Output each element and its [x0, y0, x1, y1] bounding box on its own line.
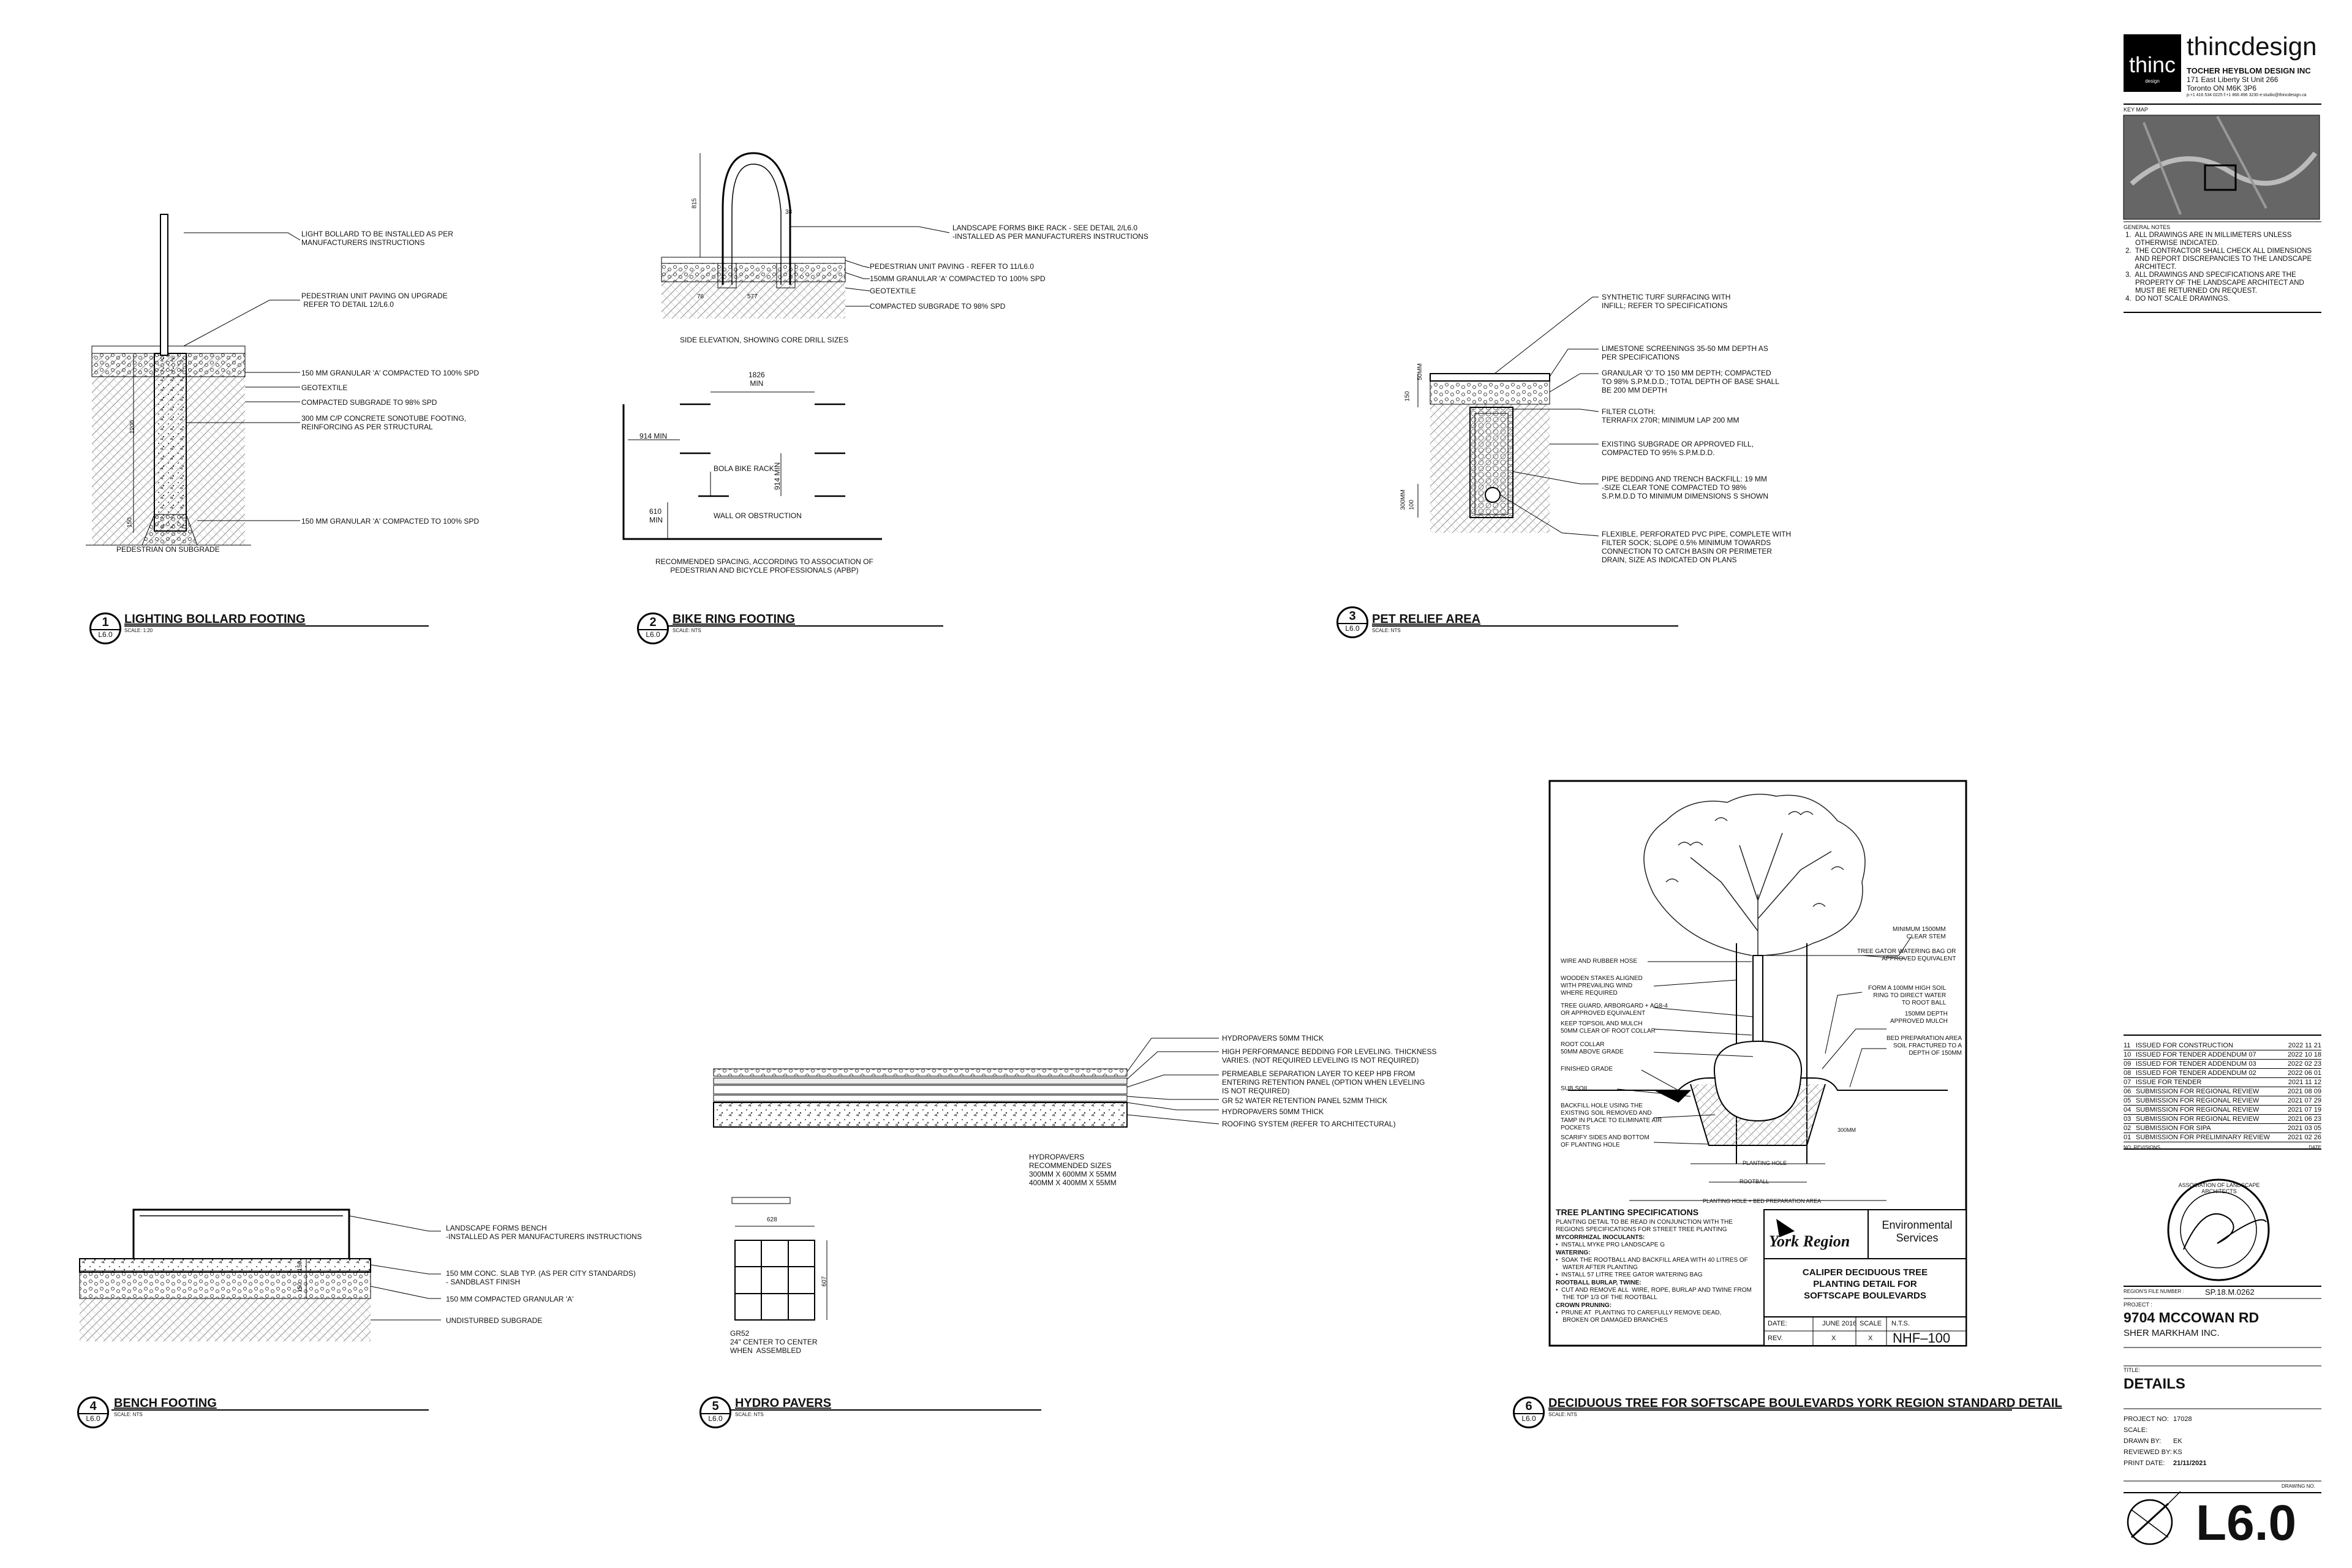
d1-num: 1: [102, 616, 109, 629]
rev-date: 2021 03 05: [2287, 1125, 2321, 1132]
revision-row: [2124, 1106, 2321, 1115]
rev-no: 04: [2124, 1106, 2132, 1114]
d4-dim-1: 150: [296, 1261, 304, 1272]
d6-env-services: Environmental Services: [1882, 1219, 1953, 1244]
d2-note-4: GEOTEXTILE: [870, 287, 916, 295]
revision-table: [2124, 1041, 2321, 1150]
d6-right-5: BED PREPARATION AREA SOIL FRACTURED TO A DEPTH OF 150MM: [1887, 1035, 1962, 1057]
rev-desc: SUBMISSION FOR REGIONAL REVIEW: [2136, 1106, 2260, 1114]
d2-bubble: [637, 612, 669, 644]
d5-note-5: HYDROPAVERS 50MM THICK: [1222, 1107, 1324, 1116]
d2-note-3: 150MM GRANULAR 'A' COMPACTED TO 100% SPD: [870, 274, 1046, 283]
d2-dim-w: 38: [785, 209, 793, 216]
rev-date: 2021 08 09: [2287, 1088, 2321, 1095]
d1-note-3: 150 MM GRANULAR 'A' COMPACTED TO 100% SPD: [301, 369, 479, 377]
rev-no: 05: [2124, 1097, 2132, 1104]
d6-spec-line: THE TOP 1/3 OF THE ROOTBALL: [1556, 1294, 1657, 1301]
d3-note-5: EXISTING SUBGRADE OR APPROVED FILL, COMPACTED TO 95% S.P.M.D.D.: [1602, 440, 1754, 457]
d6-spec-title: TREE PLANTING SPECIFICATIONS: [1556, 1207, 1699, 1217]
rev-date: 2022 11 21: [2288, 1042, 2321, 1049]
d5-gr-caption: GR52 24" CENTER TO CENTER WHEN ASSEMBLED: [730, 1329, 818, 1355]
rev-date: 2021 02 26: [2287, 1134, 2321, 1141]
d4-ref: L6.0: [79, 1413, 107, 1423]
york-region-logo: York Region: [1769, 1232, 1850, 1250]
rev-desc: SUBMISSION FOR REGIONAL REVIEW: [2136, 1097, 2260, 1104]
project-label: PROJECT :: [2124, 1302, 2152, 1308]
d4-num: 4: [89, 1400, 97, 1413]
scale-label: SCALE:: [2124, 1427, 2148, 1434]
d1-note-7: 150 MM GRANULAR 'A' COMPACTED TO 100% SPD: [301, 517, 479, 526]
d5-scale: SCALE: NTS: [735, 1412, 764, 1417]
d6-scale-label: SCALE: [1860, 1320, 1882, 1327]
d6-dim-side: 300MM: [1838, 1127, 1856, 1133]
d5-bubble: [699, 1396, 731, 1428]
d6-left-2: WOODEN STAKES ALIGNED WITH PREVAILING WIND WHERE REQUIRED: [1561, 975, 1643, 997]
d2-plan-dim: 1826 MIN: [748, 371, 765, 388]
d6-right-2: TREE GATOR WATERING BAG OR APPROVED EQUIVALENT: [1857, 948, 1956, 962]
d1-note-6: 300 MM C/P CONCRETE SONOTUBE FOOTING, REINFORCING AS PER STRUCTURAL: [301, 414, 467, 431]
rev-no: 10: [2124, 1051, 2132, 1058]
rev-date: 2022 02 23: [2287, 1060, 2321, 1068]
d6-spec-line: • INSTALL MYKE PRO LANDSCAPE G: [1556, 1242, 1665, 1248]
d6-rev-x2: X: [1868, 1335, 1873, 1342]
sheet-title-label: TITLE:: [2124, 1367, 2141, 1373]
d5-note-6: ROOFING SYSTEM (REFER TO ARCHITECTURAL): [1222, 1120, 1396, 1128]
revision-footer: [2124, 1145, 2321, 1150]
d1-ref: L6.0: [91, 629, 119, 639]
d2-plan-914b: 914 MIN: [773, 462, 782, 490]
d4-bubble: [77, 1396, 109, 1428]
d2-plan-rack: BOLA BIKE RACK: [714, 464, 774, 473]
d1-caption: PEDESTRIAN ON SUBGRADE: [116, 545, 220, 554]
d2-num: 2: [649, 616, 657, 629]
d6-spec-line: • SOAK THE ROOTBALL AND BACKFILL AREA WITH 40 LITRES OF: [1556, 1257, 1748, 1264]
region-file-label: REGION'S FILE NUMBER :: [2124, 1289, 2184, 1294]
d2-plan-914: 914 MIN: [639, 432, 668, 440]
d2-title: BIKE RING FOOTING: [673, 612, 795, 626]
general-notes: [2125, 232, 2312, 303]
d6-spec-line: ROOTBALL BURLAP, TWINE:: [1556, 1280, 1642, 1286]
d5-note-1: HYDROPAVERS 50MM THICK: [1222, 1034, 1324, 1042]
d2-plan-caption: RECOMMENDED SPACING, ACCORDING TO ASSOCIATION OF PEDESTRIAN AND BICYCLE PROFESSIONALS (APBP): [655, 557, 873, 575]
d6-scale-val: N.T.S.: [1891, 1320, 1910, 1327]
d3-note-6: PIPE BEDDING AND TRENCH BACKFILL: 19 MM -SIZE CLEAR TONE COMPACTED TO 98% S.P.M.D.D TO MINIMUM DIMENSIONS S SHOWN: [1602, 475, 1769, 500]
detail-3-drawing: [1418, 297, 1599, 536]
revision-row: [2124, 1050, 2321, 1060]
project-client: SHER MARKHAM INC.: [2124, 1328, 2220, 1338]
revision-row: [2124, 1096, 2321, 1106]
revision-row: [2124, 1124, 2321, 1133]
general-note: 3. ALL DRAWINGS AND SPECIFICATIONS ARE THE PROPERTY OF THE LANDSCAPE ARCHITECT AND MUST BE RETURNED ON REQUEST.: [2125, 271, 2304, 295]
d2-note-2: PEDESTRIAN UNIT PAVING - REFER TO 11/L6.0: [870, 262, 1035, 271]
d5-title: HYDRO PAVERS: [735, 1396, 832, 1410]
rev-desc: ISSUED FOR TENDER ADDENDUM 07: [2136, 1051, 2256, 1058]
project-no: 17028: [2173, 1415, 2192, 1423]
rev-date: 2021 11 12: [2288, 1079, 2321, 1086]
d3-dim-1: 150: [1404, 391, 1411, 402]
d6-spec-line: WATERING:: [1556, 1250, 1591, 1256]
d1-bubble: [89, 612, 121, 644]
d6-bubble: [1513, 1396, 1545, 1428]
d6-spec-line: MYCORRHIZAL INOCULANTS:: [1556, 1234, 1645, 1241]
d2-ref: L6.0: [639, 629, 667, 639]
rev-no: 09: [2124, 1060, 2132, 1068]
d3-note-3: GRANULAR 'O' TO 150 MM DEPTH; COMPACTED TO 98% S.P.M.D.D.; TOTAL DEPTH OF BASE SHALL BE 200 MM DEPTH: [1602, 369, 1779, 394]
d6-rev-label: REV.: [1768, 1335, 1783, 1342]
d6-spec-line: PLANTING DETAIL TO BE READ IN CONJUNCTION WITH THE: [1556, 1219, 1733, 1226]
d5-ref: L6.0: [701, 1413, 729, 1423]
d5-num: 5: [712, 1400, 719, 1413]
print-date-label: PRINT DATE:: [2124, 1460, 2165, 1467]
d1-title: LIGHTING BOLLARD FOOTING: [124, 612, 306, 626]
general-note: 1. ALL DRAWINGS ARE IN MILLIMETERS UNLESS OTHERWISE INDICATED.: [2125, 232, 2292, 247]
d6-date-label: DATE:: [1768, 1320, 1787, 1327]
general-notes-label: GENERAL NOTES: [2124, 224, 2171, 230]
d2-dim-h: 815: [691, 198, 698, 209]
d6-ref: L6.0: [1515, 1413, 1543, 1423]
project-name: 9704 MCCOWAN RD: [2124, 1310, 2260, 1325]
d4-note-2: 150 MM CONC. SLAB TYP. (AS PER CITY STANDARDS) - SANDBLAST FINISH: [446, 1269, 636, 1286]
rev-no: 07: [2124, 1079, 2132, 1086]
d3-dim-3: 300MM 100: [1400, 489, 1415, 510]
d6-title: DECIDUOUS TREE FOR SOFTSCAPE BOULEVARDS YORK REGION STANDARD DETAIL: [1548, 1396, 2062, 1410]
rev-no: 02: [2124, 1125, 2132, 1132]
d2-side-caption: SIDE ELEVATION, SHOWING CORE DRILL SIZES: [680, 336, 849, 344]
d6-left-1: WIRE AND RUBBER HOSE: [1561, 958, 1638, 965]
firm-name: TOCHER HEYBLOM DESIGN INC: [2187, 66, 2311, 75]
revision-row: [2124, 1115, 2321, 1124]
d3-dim-2: 50MM: [1416, 363, 1423, 380]
d6-left-8: BACKFILL HOLE USING THE EXISTING SOIL REMOVED AND TAMP IN PLACE TO ELIMINATE AIR POCKETS: [1561, 1102, 1662, 1131]
rev-no: 03: [2124, 1115, 2132, 1123]
d3-note-7: FLEXIBLE, PERFORATED PVC PIPE, COMPLETE WITH FILTER SOCK; SLOPE 0.5% MINIMUM TOWARDS CONNECTION TO CATCH BASIN OR PERIMETER DRAIN, SIZE AS INDICATED ON PLANS: [1602, 530, 1792, 564]
d6-spec-line: • CUT AND REMOVE ALL WIRE, ROPE, BURLAP AND TWINE FROM: [1556, 1287, 1752, 1294]
d1-note-4: GEOTEXTILE: [301, 383, 348, 392]
d3-title: PET RELIEF AREA: [1372, 612, 1481, 626]
d3-note-4: FILTER CLOTH: TERRAFIX 270R; MINIMUM LAP 200 MM: [1602, 407, 1740, 424]
seal-text: ASSOCIATION OF LANDSCAPE ARCHITECTS: [2178, 1182, 2260, 1194]
detail-5-drawing: [714, 1038, 1219, 1320]
d3-note-2: LIMESTONE SCREENINGS 35-50 MM DEPTH AS PER SPECIFICATIONS: [1602, 344, 1768, 361]
detail-1-drawing: [86, 214, 300, 545]
d6-left-4: KEEP TOPSOIL AND MULCH 50MM CLEAR OF ROOT COLLAR: [1561, 1020, 1656, 1035]
rev-desc: ISSUED FOR CONSTRUCTION: [2136, 1042, 2233, 1049]
d2-dim-b: 577: [747, 293, 758, 300]
d4-note-3: 150 MM COMPACTED GRANULAR 'A': [446, 1295, 574, 1303]
key-map-label: KEY MAP: [2124, 107, 2148, 113]
drawn-by: EK: [2173, 1438, 2182, 1445]
d6-spec-list: [1556, 1219, 1764, 1324]
d5-sizes: HYDROPAVERS RECOMMENDED SIZES 300MM X 600MM X 55MM 400MM X 400MM X 55MM: [1029, 1153, 1117, 1187]
d6-spec-line: CROWN PRUNING:: [1556, 1302, 1612, 1309]
contact: p:+1 416 534 0225 f:+1 866 496 3230 e:studio@thincdesign.ca: [2187, 93, 2307, 97]
d2-note-5: COMPACTED SUBGRADE TO 98% SPD: [870, 302, 1006, 311]
revision-row: [2124, 1087, 2321, 1096]
d2-scale: SCALE: NTS: [673, 628, 701, 633]
rev-desc: SUBMISSION FOR REGIONAL REVIEW: [2136, 1115, 2260, 1123]
rev-date: 2022 10 18: [2287, 1051, 2321, 1058]
d6-std-title: CALIPER DECIDUOUS TREE PLANTING DETAIL FOR SOFTSCAPE BOULEVARDS: [1802, 1267, 1928, 1301]
d6-left-9: SCARIFY SIDES AND BOTTOM OF PLANTING HOLE: [1561, 1134, 1649, 1148]
d4-title: BENCH FOOTING: [114, 1396, 217, 1410]
rev-date: 2021 07 19: [2287, 1106, 2321, 1114]
revision-row: [2124, 1041, 2321, 1050]
rev-date: 2021 07 29: [2287, 1097, 2321, 1104]
d5-note-2: HIGH PERFORMANCE BEDDING FOR LEVELING. THICKNESS VARIES. (NOT REQUIRED LEVELING IS NOT REQUIRED): [1222, 1047, 1437, 1065]
d6-spec-line: BROKEN OR DAMAGED BRANCHES: [1556, 1317, 1668, 1324]
d6-bed-prep: PLANTING HOLE + BED PREPARATION AREA: [1703, 1198, 1821, 1204]
logo-sub: design: [2145, 78, 2160, 84]
address-1: 171 East Liberty St Unit 266: [2187, 75, 2278, 84]
d6-rootball: ROOTBALL: [1740, 1178, 1770, 1185]
d6-spec-line: WATER AFTER PLANTING: [1556, 1264, 1638, 1271]
d4-note-1: LANDSCAPE FORMS BENCH -INSTALLED AS PER MANUFACTURERS INSTRUCTIONS: [446, 1224, 642, 1241]
drawing-no-label: DRAWING NO.: [2282, 1483, 2315, 1489]
d6-spec-line: REGIONS SPECIFICATIONS FOR STREET TREE PLANTING: [1556, 1226, 1727, 1233]
rev-no: 11: [2124, 1042, 2131, 1049]
rev-desc: SUBMISSION FOR SIPA: [2136, 1125, 2211, 1132]
drawing-no: L6.0: [2196, 1495, 2297, 1551]
d6-num: 6: [1525, 1400, 1532, 1413]
d4-scale: SCALE: NTS: [114, 1412, 143, 1417]
drawn-by-label: DRAWN BY:: [2124, 1438, 2162, 1445]
d6-date-val: JUNE 2016: [1822, 1320, 1857, 1327]
rev-no: 01: [2124, 1134, 2132, 1141]
d1-note-2: PEDESTRIAN UNIT PAVING ON UPGRADE REFER TO DETAIL 12/L6.0: [301, 292, 448, 309]
revision-row: [2124, 1069, 2321, 1078]
d6-std-no: NHF–100: [1893, 1330, 1951, 1346]
rev-desc: ISSUED FOR TENDER ADDENDUM 03: [2136, 1060, 2256, 1068]
d3-bubble: [1336, 606, 1368, 638]
region-file: SP.18.M.0262: [2205, 1287, 2255, 1297]
rev-no-label: NO. REVISIONS: [2124, 1145, 2161, 1150]
brand-name: thincdesign: [2187, 32, 2317, 61]
logo-mark: thinc: [2128, 52, 2176, 77]
d3-scale: SCALE: NTS: [1372, 628, 1401, 633]
reviewed-by-label: REVIEWED BY:: [2124, 1449, 2172, 1456]
d6-left-3: TREE GUARD, ARBORGARD + AG8-4 OR APPROVED EQUIVALENT: [1561, 1003, 1668, 1017]
rev-no: 06: [2124, 1088, 2132, 1095]
rev-desc: SUBMISSION FOR PRELIMINARY REVIEW: [2136, 1134, 2271, 1141]
reviewed-by: KS: [2173, 1449, 2182, 1456]
d5-note-3: PERMEABLE SEPARATION LAYER TO KEEP HPB FROM ENTERING RETENTION PANEL (OPTION WHEN LEVELING IS NOT REQUIRED): [1222, 1069, 1425, 1095]
rev-date: 2022 06 01: [2287, 1069, 2321, 1077]
d6-right-4: 150MM DEPTH APPROVED MULCH: [1890, 1011, 1948, 1025]
d6-spec-line: • PRUNE AT PLANTING TO CAREFULLY REMOVE DEAD,: [1556, 1310, 1722, 1316]
d2-plan-610: 610 MIN: [649, 507, 663, 524]
d3-ref: L6.0: [1338, 623, 1366, 633]
d6-left-5: ROOT COLLAR 50MM ABOVE GRADE: [1561, 1041, 1624, 1055]
general-note: 4. DO NOT SCALE DRAWINGS.: [2125, 295, 2230, 303]
d6-right-3: FORM A 100MM HIGH SOIL RING TO DIRECT WATER TO ROOT BALL: [1868, 985, 1947, 1006]
d6-left-7: SUB SOIL: [1561, 1085, 1589, 1092]
address-2: Toronto ON M6K 3P6: [2187, 84, 2257, 92]
revision-row: [2124, 1133, 2321, 1142]
print-date: 21/11/2021: [2173, 1460, 2207, 1467]
detail-4-drawing: [80, 1210, 441, 1341]
d1-note-1: LIGHT BOLLARD TO BE INSTALLED AS PER MANUFACTURERS INSTRUCTIONS: [301, 230, 453, 247]
rev-date-label: DATE: [2309, 1145, 2321, 1150]
d6-rev-x1: X: [1831, 1335, 1836, 1342]
rev-desc: ISSUED FOR TENDER ADDENDUM 02: [2136, 1069, 2256, 1077]
d1-note-5: COMPACTED SUBGRADE TO 98% SPD: [301, 398, 437, 407]
d6-scale: SCALE: NTS: [1548, 1412, 1577, 1417]
d2-plan-wall: WALL OR OBSTRUCTION: [714, 511, 802, 520]
d6-spec-line: • INSTALL 57 LITRE TREE GATOR WATERING BAG: [1556, 1272, 1703, 1278]
d4-dim-2: 150: [296, 1282, 304, 1293]
d6-right-1: MINIMUM 1500MM CLEAR STEM: [1893, 926, 1946, 940]
rev-no: 08: [2124, 1069, 2132, 1077]
d4-note-4: UNDISTURBED SUBGRADE: [446, 1316, 543, 1325]
rev-desc: SUBMISSION FOR REGIONAL REVIEW: [2136, 1088, 2260, 1095]
revision-row: [2124, 1078, 2321, 1087]
d5-dim-w: 628: [767, 1216, 777, 1223]
project-no-label: PROJECT NO:: [2124, 1415, 2169, 1423]
d1-dim-150: 150: [126, 517, 134, 528]
d6-left-6: FINISHED GRADE: [1561, 1066, 1613, 1072]
general-note: 2. THE CONTRACTOR SHALL CHECK ALL DIMENSIONS AND REPORT DISCREPANCIES TO THE LANDSCAPE ARCHITECT.: [2125, 247, 2312, 271]
sheet-title: DETAILS: [2124, 1376, 2185, 1392]
d3-note-1: SYNTHETIC TURF SURFACING WITH INFILL; REFER TO SPECIFICATIONS: [1602, 293, 1731, 310]
d5-dim-h: 607: [821, 1276, 828, 1287]
d2-dim-a: 76: [697, 293, 704, 300]
d5-note-4: GR 52 WATER RETENTION PANEL 52MM THICK: [1222, 1096, 1387, 1105]
d1-scale: SCALE: 1:20: [124, 628, 153, 633]
rev-desc: ISSUE FOR TENDER: [2136, 1079, 2202, 1086]
d3-num: 3: [1349, 609, 1356, 623]
d6-planting-hole: PLANTING HOLE: [1743, 1160, 1787, 1166]
d1-dim-1200: 1200: [129, 420, 137, 434]
revision-row: [2124, 1060, 2321, 1069]
rev-date: 2021 06 23: [2287, 1115, 2321, 1123]
d2-note-1: LANDSCAPE FORMS BIKE RACK - SEE DETAIL 2/L6.0 -INSTALLED AS PER MANUFACTURERS INSTRUCTIONS: [952, 224, 1148, 241]
